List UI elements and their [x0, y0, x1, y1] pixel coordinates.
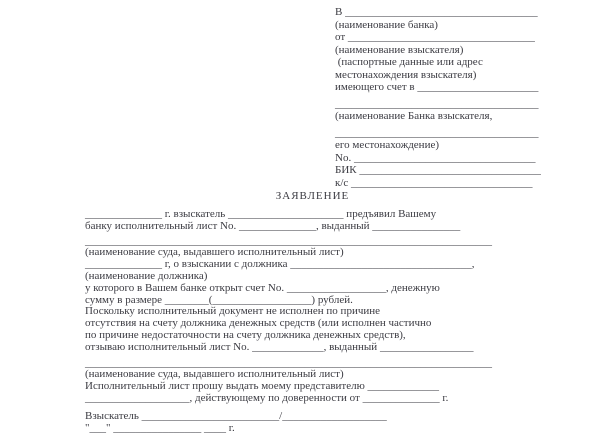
recipient-header-line: _____________________________________: [335, 126, 539, 139]
statement-body-line: ______________ г, о взыскании с должника _________________________________,: [85, 258, 475, 271]
recipient-header-line: _____________________________________: [335, 97, 539, 110]
recipient-header-line: В ___________________________________: [335, 6, 538, 18]
statement-body-line: сумму в размере ________(__________________) рублей.: [85, 293, 353, 306]
statement-body-line: ______________ г. взыскатель _____________________ предъявил Вашему: [85, 208, 437, 220]
signature-line: "___" ________________ ____ г.: [85, 422, 235, 435]
statement-body-line: (наименование должника): [85, 269, 208, 282]
recipient-header-line: БИК _________________________________: [335, 164, 541, 176]
statement-body-line: отзываю исполнительный лист No. _____________, выданный _________________: [85, 340, 474, 353]
statement-body: [85, 209, 555, 405]
statement-body-line: (наименование суда, выдавшего исполнительный лист): [85, 368, 344, 381]
statement-body-line: __________________________________________________________________________: [85, 356, 492, 369]
recipient-header-block: [335, 6, 593, 189]
statement-body-line: Исполнительный лист прошу выдать моему представителю _____________: [85, 380, 440, 393]
statement-body-line: отсутствия на счету должника денежных средств (или исполнен частично: [85, 317, 432, 330]
recipient-header-line: от __________________________________: [335, 31, 535, 43]
statement-body-line: __________________________________________________________________________: [85, 234, 492, 247]
signature-block: [85, 410, 600, 435]
recipient-header-line: (наименование взыскателя): [335, 43, 464, 56]
recipient-header-line: имеющего счет в ______________________: [335, 81, 539, 93]
statement-body-line: ___________________, действующему по доверенности от ______________ г.: [85, 391, 449, 404]
statement-body-line: (наименование суда, выдавшего исполнительный лист): [85, 246, 344, 259]
recipient-header-line: (наименование Банка взыскателя,: [335, 110, 493, 122]
recipient-header-line: к/с _________________________________: [335, 176, 533, 189]
statement-body-line: по причине недостаточности на счету должника денежных средств),: [85, 328, 406, 341]
statement-body-line: банку исполнительный лист No. ______________, выданный ________________: [85, 219, 461, 232]
signature-line: Взыскатель _________________________/___________________: [85, 409, 387, 422]
recipient-header-line: его местонахождение): [335, 139, 440, 151]
recipient-header-line: (наименование банка): [335, 18, 438, 31]
document-title: ЗАЯВЛЕНИЕ: [275, 190, 350, 202]
statement-body-line: Поскольку исполнительный документ не исполнен по причине: [85, 305, 381, 318]
recipient-header-line: местонахождения взыскателя): [335, 68, 477, 81]
recipient-header-line: No. _________________________________: [335, 151, 536, 164]
recipient-header-line: (паспортные данные или адрес: [335, 56, 483, 68]
statement-body-line: у которого в Вашем банке открыт счет No. __________________, денежную: [85, 281, 440, 294]
